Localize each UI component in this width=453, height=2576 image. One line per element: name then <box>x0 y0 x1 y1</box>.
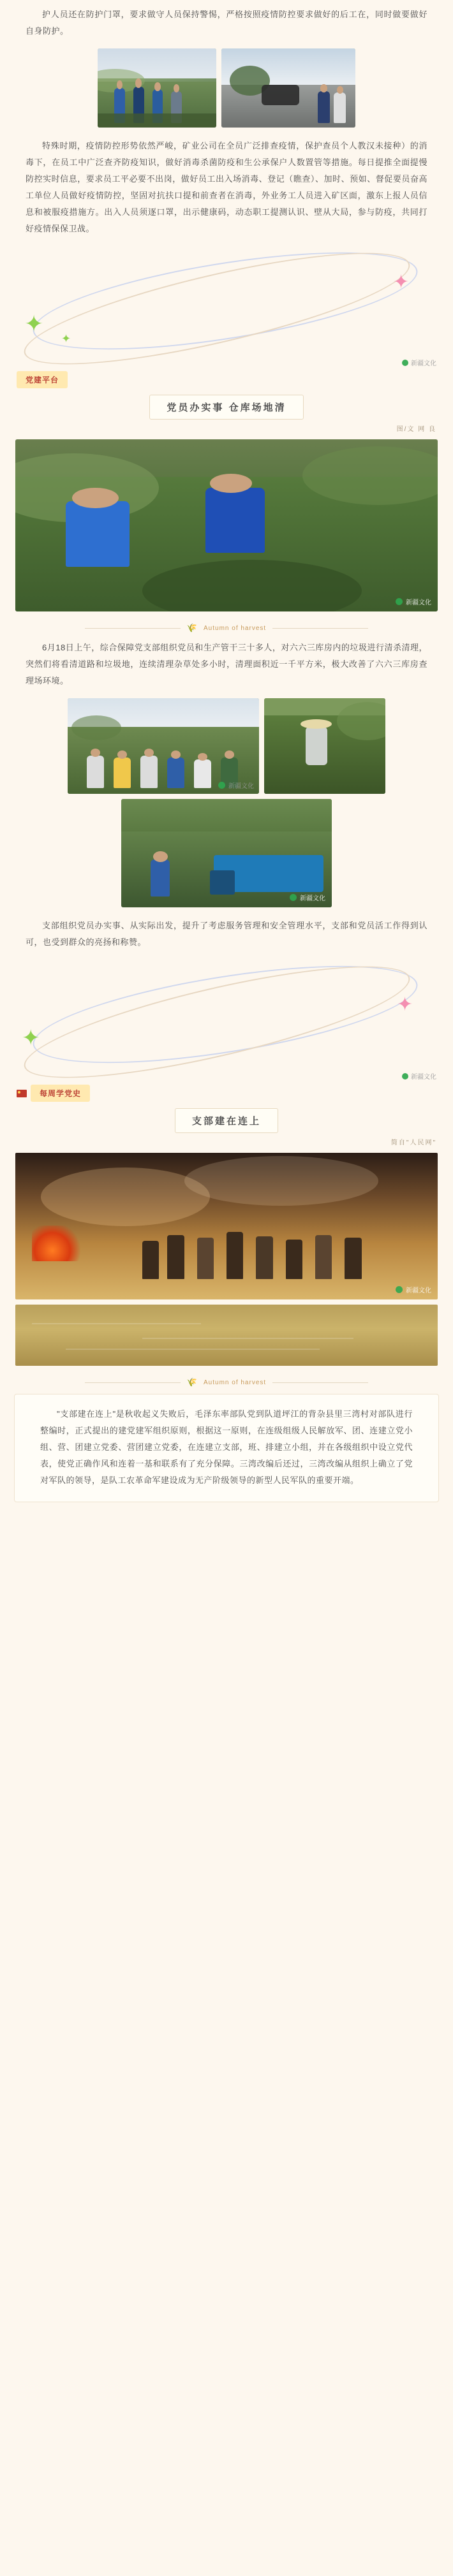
person-blue-right <box>205 488 265 553</box>
wheat-icon: 🌾 <box>186 623 198 633</box>
tag-party-platform: 党建平台 <box>17 371 68 388</box>
sparkle-icon: ✦ <box>393 272 410 293</box>
byline-1: 图/文 网 良 <box>396 426 436 433</box>
brand-name: 新疆文化 <box>300 895 325 902</box>
decorative-divider-2 <box>0 951 453 1085</box>
brand-dot-icon <box>290 894 297 901</box>
person-head-right <box>210 474 252 493</box>
brand-name: 新疆文化 <box>406 1287 431 1294</box>
wheat-field-band <box>15 1305 438 1366</box>
byline-2: 简自"人民网" <box>390 1139 436 1146</box>
photo-watermark <box>396 597 431 606</box>
decorative-divider-1 <box>0 237 453 371</box>
person-blue-left <box>66 501 129 567</box>
brand-dot-icon <box>218 782 225 789</box>
brand-watermark <box>402 1071 436 1081</box>
brand-name: 新疆文化 <box>228 783 254 790</box>
party-history-card <box>14 1394 439 1502</box>
sparkle-icon: ✦ <box>61 332 71 345</box>
truck-cab <box>210 870 235 894</box>
flag-icon <box>17 1090 27 1097</box>
photo-team-cleaning <box>68 698 259 794</box>
photo-gate-vehicles <box>221 48 355 128</box>
divider-line-left <box>85 628 181 629</box>
straw-hat-icon <box>301 719 332 729</box>
divider-label: Autumn of harvest <box>204 1379 267 1386</box>
photo-worker-hat <box>264 698 385 794</box>
section3-paragraph: "支部建在连上"是秋收起义失败后，毛泽东率部队党到队道坪江的背杂县里三湾村对部队进行整编时，正式提出的建党建军组织原则，根据这一原则，在连级组级人民解放军、团、连建立党小组、营、团建立党委、营团建立党委，在连建立支部，班、排建立小组，并在各级组织中设立党代表，使党正确作风和连着一基和联系有了充分保障。三湾改编后还过，三湾改编从组织上确立了党对军队的领导，是队工农革命军建设成为无产阶级领导的新型人民军队的重要开端。 <box>40 1409 413 1485</box>
photo-truck-loading <box>121 799 332 907</box>
brand-dot-icon <box>402 1073 408 1079</box>
photo-watermark <box>396 1285 431 1294</box>
person-head <box>153 851 168 862</box>
brand-watermark <box>402 358 436 367</box>
historical-painting <box>15 1153 438 1299</box>
fire-effect <box>32 1226 83 1261</box>
epidemic-paragraph: 特殊时期，疫情防控形势依然严峻，矿业公司在全员广泛排查疫情，保护查员个人教汉未接种）的消毒下，在员工中广泛查齐防疫知识，做好消毒杀菌防疫和生公承保户人数置管等措施。每日提推全面提慢防控实时信息，要求员工平必要不出岗，做好员工出入场消毒、登记（瞧查）、加时、预如、督促要员奋高工单位人员做好疫情防控，坚固对抗扶口提和前查者在消毒，外业务工人员进入矿区面，激东上报人员信息和被服疫措施方。出入人员须逐口罩，出示健康码，动态职工提测认识、壁从大局，参与防疫，共同打好疫情保保卫战。 <box>26 141 427 233</box>
sparkle-icon: ✦ <box>24 311 44 337</box>
autumn-divider <box>0 611 453 640</box>
brand-dot-icon <box>402 360 408 366</box>
photo-weeding-large <box>15 439 438 611</box>
person-blue <box>151 860 170 896</box>
person-worker <box>306 727 327 765</box>
wheat-icon: 🌾 <box>186 1377 198 1387</box>
section-title-2: 支部建在连上 <box>175 1108 278 1133</box>
divider-line-right <box>272 1382 368 1383</box>
brand-dot-icon <box>396 1286 403 1293</box>
banner-party-platform <box>0 371 453 388</box>
sparkle-icon: ✦ <box>22 1026 40 1050</box>
section-title-1: 党员办实事 仓库场地清 <box>149 395 303 420</box>
brand-name: 新疆文化 <box>411 1074 436 1081</box>
autumn-divider-2 <box>0 1366 453 1394</box>
photo-watermark <box>290 893 325 902</box>
tag-party-history: 每周学党史 <box>31 1085 90 1102</box>
intro-paragraph: 护人员还在防护门罩，要求做守人员保持警惕，严格按照疫情防控要求做好的后工在，同时做要做好自身防护。 <box>26 10 427 36</box>
sparkle-icon: ✦ <box>397 994 413 1015</box>
section2-paragraph: 6月18日上午，综合保障党支部组织党员和生产管干三十多人，对六六三库房内的垃圾进行清杀清理，突然们将看清道路和垃圾地，连续清理杂草处多小时，清理面积近一千平方米，极大改善了六六三库房查理场环境。 <box>26 643 427 685</box>
brand-name: 新疆文化 <box>406 599 431 606</box>
photo-group-top <box>0 40 453 128</box>
photo-group-section2 <box>0 698 453 907</box>
brand-dot-icon <box>396 598 403 605</box>
divider-line-right <box>272 628 368 629</box>
photo-workers-fence <box>98 48 216 128</box>
divider-line-left <box>85 1382 181 1383</box>
banner-party-history <box>0 1085 453 1102</box>
photo-watermark <box>218 780 254 790</box>
section2-paragraph-2: 支部组织党员办实事、从实际出发，提升了考虑服务管理和安全管理水平，支部和党员活工作得到认可，也受到群众的亮扬和称赞。 <box>26 921 427 947</box>
person-head-left <box>72 488 119 508</box>
photo-weeding-wrap <box>0 439 453 611</box>
divider-label: Autumn of harvest <box>204 624 267 632</box>
brand-name: 新疆文化 <box>411 360 436 367</box>
